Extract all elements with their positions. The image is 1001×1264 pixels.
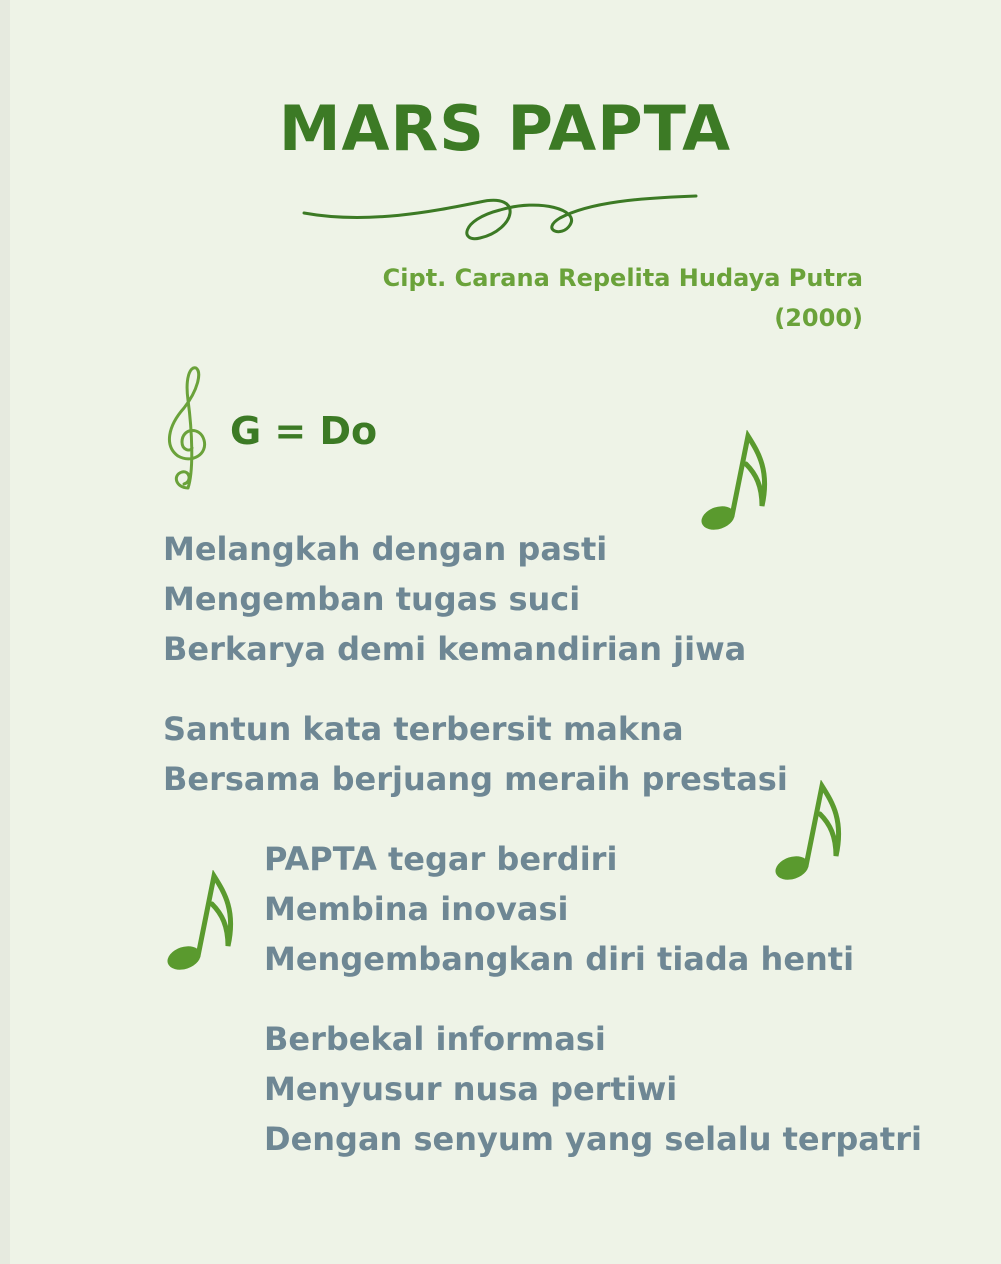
music-note-icon <box>162 870 242 970</box>
lyric-line: Mengemban tugas suci <box>163 580 581 618</box>
verse-1 <box>163 524 746 674</box>
composer-name: Cipt. Carana Repelita Hudaya Putra <box>382 264 863 292</box>
lyric-line: PAPTA tegar berdiri <box>264 840 618 878</box>
composer-credit <box>383 258 863 338</box>
lyric-line: Membina inovasi <box>264 890 569 928</box>
composition-year: (2000) <box>774 304 863 332</box>
lyric-line: Mengembangkan diri tiada henti <box>264 940 855 978</box>
lyric-line: Melangkah dengan pasti <box>163 530 608 568</box>
page-edge-shade <box>0 0 10 1264</box>
lyric-line: Berbekal informasi <box>264 1020 606 1058</box>
lyric-line: Menyusur nusa pertiwi <box>264 1070 678 1108</box>
decorative-swirl-icon <box>300 180 700 250</box>
lyric-line: Santun kata terbersit makna <box>163 710 684 748</box>
music-note-icon <box>696 430 776 530</box>
lyric-line: Dengan senyum yang selalu terpatri <box>264 1120 922 1158</box>
key-signature: G = Do <box>230 409 378 453</box>
treble-clef-icon <box>158 360 218 495</box>
verse-3 <box>264 834 854 984</box>
verse-2 <box>163 704 788 804</box>
lyric-line: Berkarya demi kemandirian jiwa <box>163 630 747 668</box>
lyric-line: Bersama berjuang meraih prestasi <box>163 760 788 798</box>
verse-4 <box>264 1014 922 1164</box>
song-title: MARS PAPTA <box>278 92 732 165</box>
